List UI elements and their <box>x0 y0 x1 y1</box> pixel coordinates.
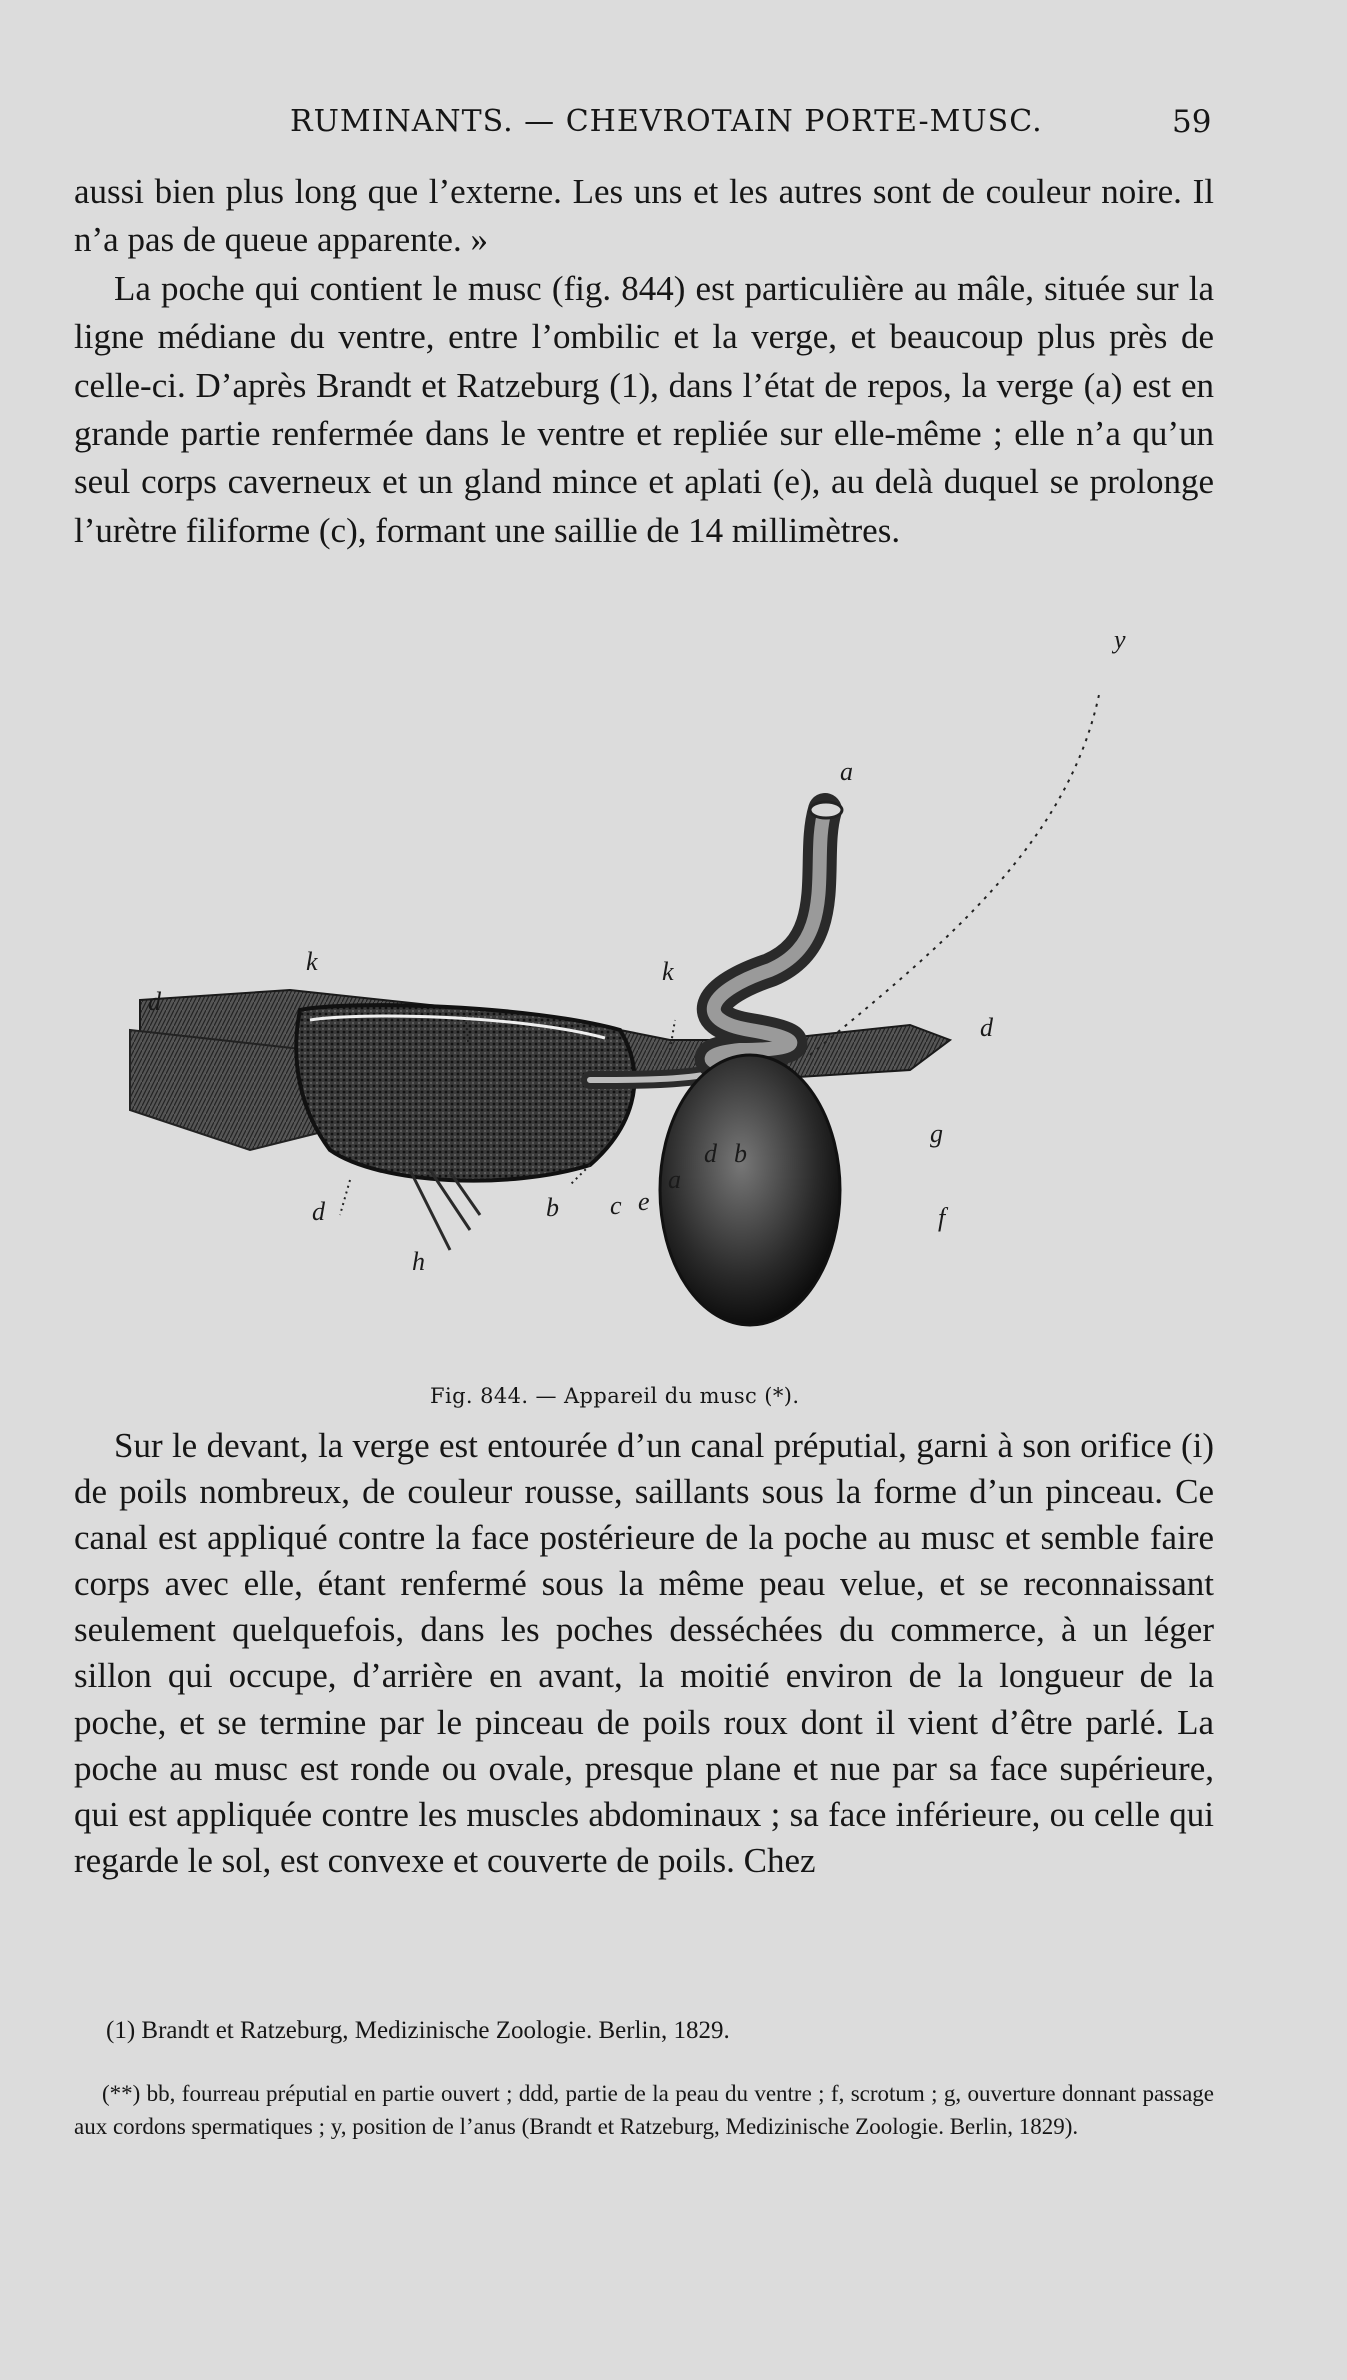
label-d-mid: d <box>704 1139 717 1168</box>
label-a-top: a <box>840 757 853 786</box>
figure-musk-apparatus <box>150 610 1270 1350</box>
label-b-mid: b <box>734 1139 747 1168</box>
figure-legend-text: (**) bb, fourreau préputial en partie ouvert ; ddd, partie de la peau du ventre ; f, scrotum ; g, ouverture donnant passage aux cordons spermatiques ; y, position de l’anus (Brandt et Ratzeburg, Medizinische Zoologie. Berlin, 1829). <box>74 2081 1214 2139</box>
label-g: g <box>930 1119 943 1148</box>
footnote-figure-legend <box>74 2077 1214 2143</box>
label-b-low: b <box>546 1193 559 1222</box>
label-h: h <box>412 1247 425 1276</box>
top-text-block <box>74 168 1214 555</box>
paragraph: La poche qui contient le musc (fig. 844) est particulière au mâle, située sur la ligne médiane du ventre, entre l’ombilic et la verge, et beaucoup plus près de celle-ci. D’après Brandt et Ratzeburg (1), dans l’état de repos, la verge (a) est en grande partie renfermée dans le ventre et repliée sur elle-même ; elle n’a qu’un seul corps caverneux et un gland mince et aplati (e), au delà duquel se prolonge l’urètre filiforme (c), formant une saillie de 14 millimètres. <box>74 268 1214 550</box>
label-e: e <box>638 1187 650 1216</box>
paragraph: aussi bien plus long que l’externe. Les uns et les autres sont de couleur noire. Il n’a pas de queue apparente. » <box>74 172 1214 260</box>
paragraph: Sur le devant, la verge est entourée d’un canal préputial, garni à son orifice (i) de poils nombreux, de couleur rousse, saillants sous la forme d’un pinceau. Ce canal est appliqué contre la face postérieure de la poche au musc et semble faire corps avec elle, étant renfermé sous la même peau velue, et se reconnaissant seulement quelquefois, dans les poches desséchées du commerce, à un léger sillon qui occupe, d’arrière en avant, la moitié environ de la longueur de la poche, et se termine par le pinceau de poils roux dont il vient d’être parlé. La poche au musc est ronde ou ovale, presque plane et nue par sa face supérieure, qui est appliquée contre les muscles abdominaux ; sa face inférieure, ou celle qui regarde le sol, est convexe et couverte de poils. Chez <box>74 1426 1214 1880</box>
figure-caption: Fig. 844. — Appareil du musc (*). <box>430 1384 800 1408</box>
bottom-text-block <box>74 1423 1214 1884</box>
label-d-left: d <box>148 987 161 1016</box>
page-number: 59 <box>1172 104 1212 140</box>
running-head: RUMINANTS. — CHEVROTAIN PORTE-MUSC. <box>290 104 1043 139</box>
label-y: y <box>1114 625 1126 654</box>
label-d-right: d <box>980 1013 993 1042</box>
label-c: c <box>610 1191 622 1220</box>
label-a-mid: a <box>668 1165 681 1194</box>
label-f: f <box>938 1203 946 1232</box>
label-k-left: k <box>306 947 318 976</box>
scrotum <box>660 1055 840 1325</box>
anatomical-illustration <box>150 610 1270 1350</box>
label-k-right: k <box>662 957 674 986</box>
label-d-bottom: d <box>312 1197 325 1226</box>
footnote-reference: (1) Brandt et Ratzeburg, Medizinische Zoologie. Berlin, 1829. <box>106 2017 730 2044</box>
